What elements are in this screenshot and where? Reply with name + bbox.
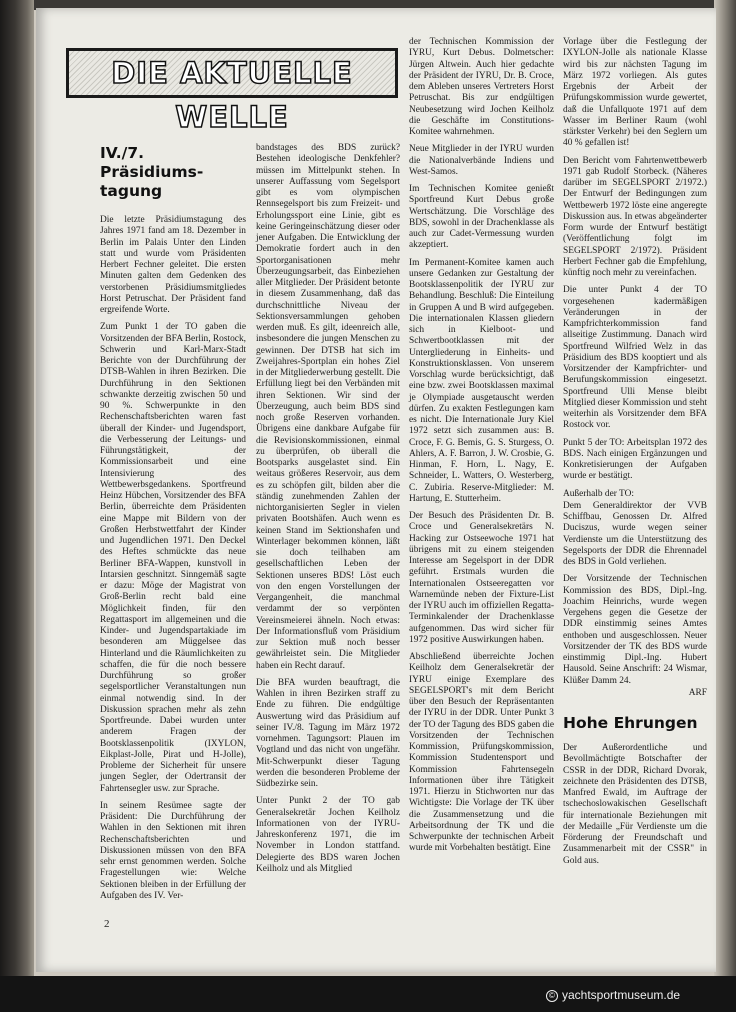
- book-spine: [0, 0, 34, 980]
- copyright-icon: ©: [546, 990, 558, 1002]
- paragraph: der Technischen Kommission der IYRU, Kurt Debus. Dolmetscher: Jürgen Altwein. Auch hier gedachte der Präsident der IYRU, Dr. B. Croce, dem Ableben unseres Vertreters Horst Petruschat. Bis zur endgültigen Neubesetzung wird Jochen Keilholz die Geschäfte im Constitutions-Komitee wahrnehmen.: [409, 37, 554, 137]
- paragraph: Der Vorsitzende der Technischen Kommission des BDS, Dipl.-Ing. Joachim Heinrichs, wurde wegen Vergehens gegen die Gesetze der DDR einstimmig seines Amtes enthoben und ausgeschlossen. Neuer Vorsitzender der TK des BDS wurde einstimmig Dipl.-Ing. Hubert Hausold. Seine Anschrift: 24 Wismar, Klüßer Damm 24.: [563, 574, 707, 686]
- paragraph: Im Technischen Komitee genießt Sportfreund Kurt Debus große Wertschätzung. Die Vorschläge des BDS, sowohl in der Drachenklasse als auch zur Cadet-Vermessung wurden akzeptiert.: [409, 184, 554, 251]
- article-column-3: [409, 37, 554, 861]
- paragraph: Der Außerordentliche und Bevollmächtigte Botschafter der CSSR in der DDR, Richard Dvorak, zeichnete den Präsidenten des DTSB, Manfred Ewald, im Auftrage der tschechoslowakischen Gesellschaft für internationale Beziehungen mit der Medaille „Für Verdienste um die Förderung der Freundschaft und Zusammenarbeit mit der CSSR" in Gold aus.: [563, 743, 707, 866]
- paragraph: Den Bericht vom Fahrtenwettbewerb 1971 gab Rudolf Storbeck. (Näheres darüber im SEGELSPORT 2/1972.) Der Entwurf der Bedingungen zum Wettbewerb 1972 löste eine angeregte Diskussion aus. In etwas abgeänderter Form wurde der Entwurf bestätigt (Veröffentlichung folgt im SEGELSPORT 2/1972). Präsident Herbert Fechner gab die Empfehlung, künftig noch mehr zu vereinfachen.: [563, 155, 707, 278]
- page-edge-right: [714, 0, 736, 980]
- paragraph: Neue Mitglieder in der IYRU wurden die Nationalverbände Indiens und West-Samos.: [409, 144, 554, 177]
- paragraph: Punkt 5 der TO: Arbeitsplan 1972 des BDS. Nach einigen Ergänzungen und Konkretisierungen der Aufgaben wurde er bestätigt.: [563, 437, 707, 482]
- paragraph: Die letzte Präsidiumstagung des Jahres 1971 fand am 18. Dezember in Berlin im Palais Unter den Linden statt und wurde vom Präsidenten Herbert Fechner geleitet. Die ersten Minuten galten dem Gedenken des verstorbenen Präsidiumsmitgliedes Horst Petruschat. Der Präsident fand ergreifende Worte.: [100, 215, 246, 315]
- article-column-4: [563, 37, 707, 705]
- paragraph: Unter Punkt 2 der TO gab Generalsekretär Jochen Keilholz Informationen von der IYRU-Jahreskonferenz 1971, die im November in London stattfand. Delegierte des BDS waren Jochen Keilholz und als Mitglied: [256, 796, 400, 874]
- watermark-text: yachtsportmuseum.de: [562, 988, 681, 1002]
- section-title-banner: [66, 48, 398, 134]
- page-number: 2: [104, 918, 110, 930]
- paragraph: Die BFA wurden beauftragt, die Wahlen in ihren Bezirken straff zu Ende zu führen. Die endgültige Auswertung wird das Präsidium auf seiner IV./8. Tagung im März 1972 vornehmen. Tagungsort: Plauen im Vogtland und das nicht von ungefähr. Mit-Schwerpunkt dieser Tagung werden die besonderen Probleme der Südbezirke sein.: [256, 677, 400, 789]
- paragraph: Dem Generaldirektor der VVB Schiffbau, Genossen Dr. Alfred Duciszus, wurde wegen seiner Verdienste um die Unterstützung des Segelsports der DDR die Ehrennadel des BDS in Gold verliehen.: [563, 500, 707, 567]
- section-title: DIE AKTUELLE WELLE: [111, 56, 353, 134]
- ehrungen-section: [563, 714, 707, 873]
- paragraph: In seinem Resümee sagte der Präsident: Die Durchführung der Wahlen in den Sektionen mit ihren Rechenschaftsberichten und Diskussionen müssen von den BFA sehr ernst genommen werden. Solche Fragestellungen wie: Welche Sektionen bleiben in der Erfüllung der Aufgaben des IV. Ver-: [100, 800, 246, 901]
- paragraph: Vorlage über die Festlegung der IXYLON-Jolle als nationale Klasse wird bis zur nächsten Tagung im März 1972 vorliegen. Als gutes Ergebnis der Arbeit der Prüfungskommission wurde gewertet, daß die Unfallquote 1971 auf dem Wasser im Berliner Raum (wohl stärkster Verkehr) bei den Seglern um 40 % gefallen ist!: [563, 37, 707, 149]
- article-column-2: [256, 143, 400, 881]
- ehrungen-headline: Hohe Ehrungen: [563, 714, 698, 732]
- paragraph: Die unter Punkt 4 der TO vorgesehenen kadermäßigen Veränderungen in der Kampfrichterkommission fand allseitige Zustimmung. Danach wird Sportfreund Wilfried Welz in das Präsidium des BDS kooptiert und als Vorsitzender der Kampfrichter- und Berufungskommission eingesetzt. Sportfreund Ulli Mense bleibt Mitglied dieser Kommission und steht weiterhin als Vorsitzender dem BFA Rostock vor.: [563, 285, 707, 431]
- signature: ARF: [688, 687, 707, 698]
- watermark: [546, 988, 680, 1002]
- paragraph: bandstages des BDS zurück? Bestehen ideologische Denkfehler? müssen im Mittelpunkt stehen. In unserer Auffassung vom Segelsport gibt es vom olympischen Rennsegelsport bis zum Freizeit- und Erholungssport eine Linie, gibt es keine Geringeinschätzung dieser oder jener Aufgaben. Die Entwicklung der Demokratie fordert auch in den Sportorganisationen mehr Überzeugungsarbeit, das Einbeziehen aller Mitglieder. Der Präsident betonte in diesem Zusammenhang, daß das durchschnittliche Niveau der Sektionsversammlungen gehoben werden muß. Es gilt, ideenreich alle, insbesondere die jungen Menschen zu gewinnen. Der DTSB hat sich im Zweijahres-Sportplan ein hohes Ziel in der Mitgliederwerbung gestellt. Die Erfüllung liegt bei den Verbänden mit ihren Sektionen. Wir sind der Überzeugung, auch beim BDS sind noch große Reserven vorhanden. Übrigens eine dankbare Aufgabe für die Revisionskommissionen, einmal zu überprüfen, ob überall die Bootsparks ausgelastet sind. Ein weitaus größeres Reservoir, aus dem es zu schöpfen gilt, bilden aber die ständig zunehmenden Zahlen der nichtorganisierten Segler in vielen privaten Bootshäfen. Auch wenn es keinen Stand im Sektionshafen und Winterlager bekommen können, läßt sie doch teilhaben am gesellschaftlichen Leben der Sektionen unseres BDS! Löst euch von den engen Vorstellungen der Vergangenheit, die manchmal verdammt der so verpönten Vereinsmeierei ähneln. Noch etwas: Der Informationsfluß vom Präsidium zur Sektion muß noch besser gewährleistet sein. Die Mitglieder haben ein Recht darauf.: [256, 143, 400, 671]
- paragraph: Zum Punkt 1 der TO gaben die Vorsitzenden der BFA Berlin, Rostock, Schwerin und Karl-Marx-Stadt Berichte von der Durchführung der DTSB-Wahlen in ihren Bezirken. Die Durchführung in den Sektionen schwankte derzeitig zwischen 50 und 90 %. Schwerpunkte in den Rechenschaftsberichten waren fast überall der Kinder- und Jugendsport, die Verbesserung der Leitungs- und Führungstätigkeit, der Kommissionsarbeit und eine Intensivierung des Wettbewerbsgedankens. Sportfreund Heinz Hübchen, Vorsitzender des BFA Berlin, überreichte dem Präsidenten eine Mappe mit Bildern von der Großen Herbstwettfahrt der Kinder und Jugendlichen 1971. Den Deckel des Heftes schmückte das neue Berliner BFA-Wappen, kunstvoll in Intarsien geschnitzt. Sinngemäß sagte er dazu: Möge der Magistrat von Groß-Berlin recht bald eine Möglichkeit finden, für den Regattasport im allgemeinen und die Kinder- und Jugendspartakiade im besonderen am Müggelsee das Hinterland und die Räumlichkeiten zu schaffen, die für die noch bessere Durchführung so großer segelsportlicher Veranstaltungen nun einmal notwendig sind. In der Diskussion sprachen mehr als zehn Sportfreunde. Dabei wurden unter anderem Fragen der Bootsklassenpolitik (IXYLON, Eikplast-Jolle, Pirat und H-Jolle), Probleme der Sicherheit für unsere jungen Segler, der Odertransit der Fahrtensegler usw. zur Sprache.: [100, 322, 246, 794]
- paragraph: Abschließend überreichte Jochen Keilholz dem Generalsekretär der IYRU einige Exemplare des SEGELSPORT's mit dem Bericht über den Besuch der Repräsentanten der IYRU in der DDR. Unter Punkt 3 der TO der Tagung des BDS gaben die Vorsitzenden der Technischen Kommission, Prüfungskommission, Kommission Studentensport und Kommission Fahrtensegeln Informationen über ihre Tätigkeit 1971. Hierzu in Stichworten nur das Wichtigste: Die Vorlage der TK über die Zusammensetzung und die Arbeitsordnung der TK und die Schwerpunkte der technischen Arbeit wurde mit Vorbehalten bestätigt. Eine: [409, 652, 554, 854]
- article-headline: IV./7. Präsidiums-tagung: [100, 144, 204, 200]
- paragraph: Außerhalb der TO:: [563, 488, 634, 499]
- paragraph: Im Permanent-Komitee kamen auch unsere Gedanken zur Gestaltung der Bootsklassenpolitik der IYRU zur Behandlung. Beschluß: Die Einteilung in Gruppen A und B wird aufgegeben. Die internationalen Klassen gliedern sich in Kielboot- und Schwertbootklassen mit der Untergliederung in Einheits- und Konstruktionsklassen. Von unserem Vorschlag wurde berücksichtigt, daß eine bzw. zwei Bootsklassen maximal je Olympiade ausgetauscht werden dürfen. Zu exakten Festlegungen kam es nicht. Die Internationale Jury Kiel 1972 setzt sich zusammen aus: B. Croce, F. G. Bemis, G. S. Sturgess, O. Ahlers, A. F. Barron, J. W. Crosbie, G. Hinman, F. Horn, L. Nagy, E. Schneider, L. Watters, O. Westerberg, C. Zubiria. Reserve-Mitglieder: M. Hartung, E. Stutterheim.: [409, 257, 554, 504]
- article-column-1: [100, 144, 246, 908]
- paragraph: Der Besuch des Präsidenten Dr. B. Croce und Generalsekretärs N. Hacking zur Ostseewoche 1971 hat übrigens mit zu einem steigenden Interesse am Segelsport in der DDR geführt. Erstmals wurden die Internationalen Ostseeregatten vor Warnemünde neben der Fixture-List der IYRU auch im offiziellen Regatta-Terminkalender der Drachenklasse aufgenommen. Das wird sicher für 1972 positive Auswirkungen haben.: [409, 511, 554, 645]
